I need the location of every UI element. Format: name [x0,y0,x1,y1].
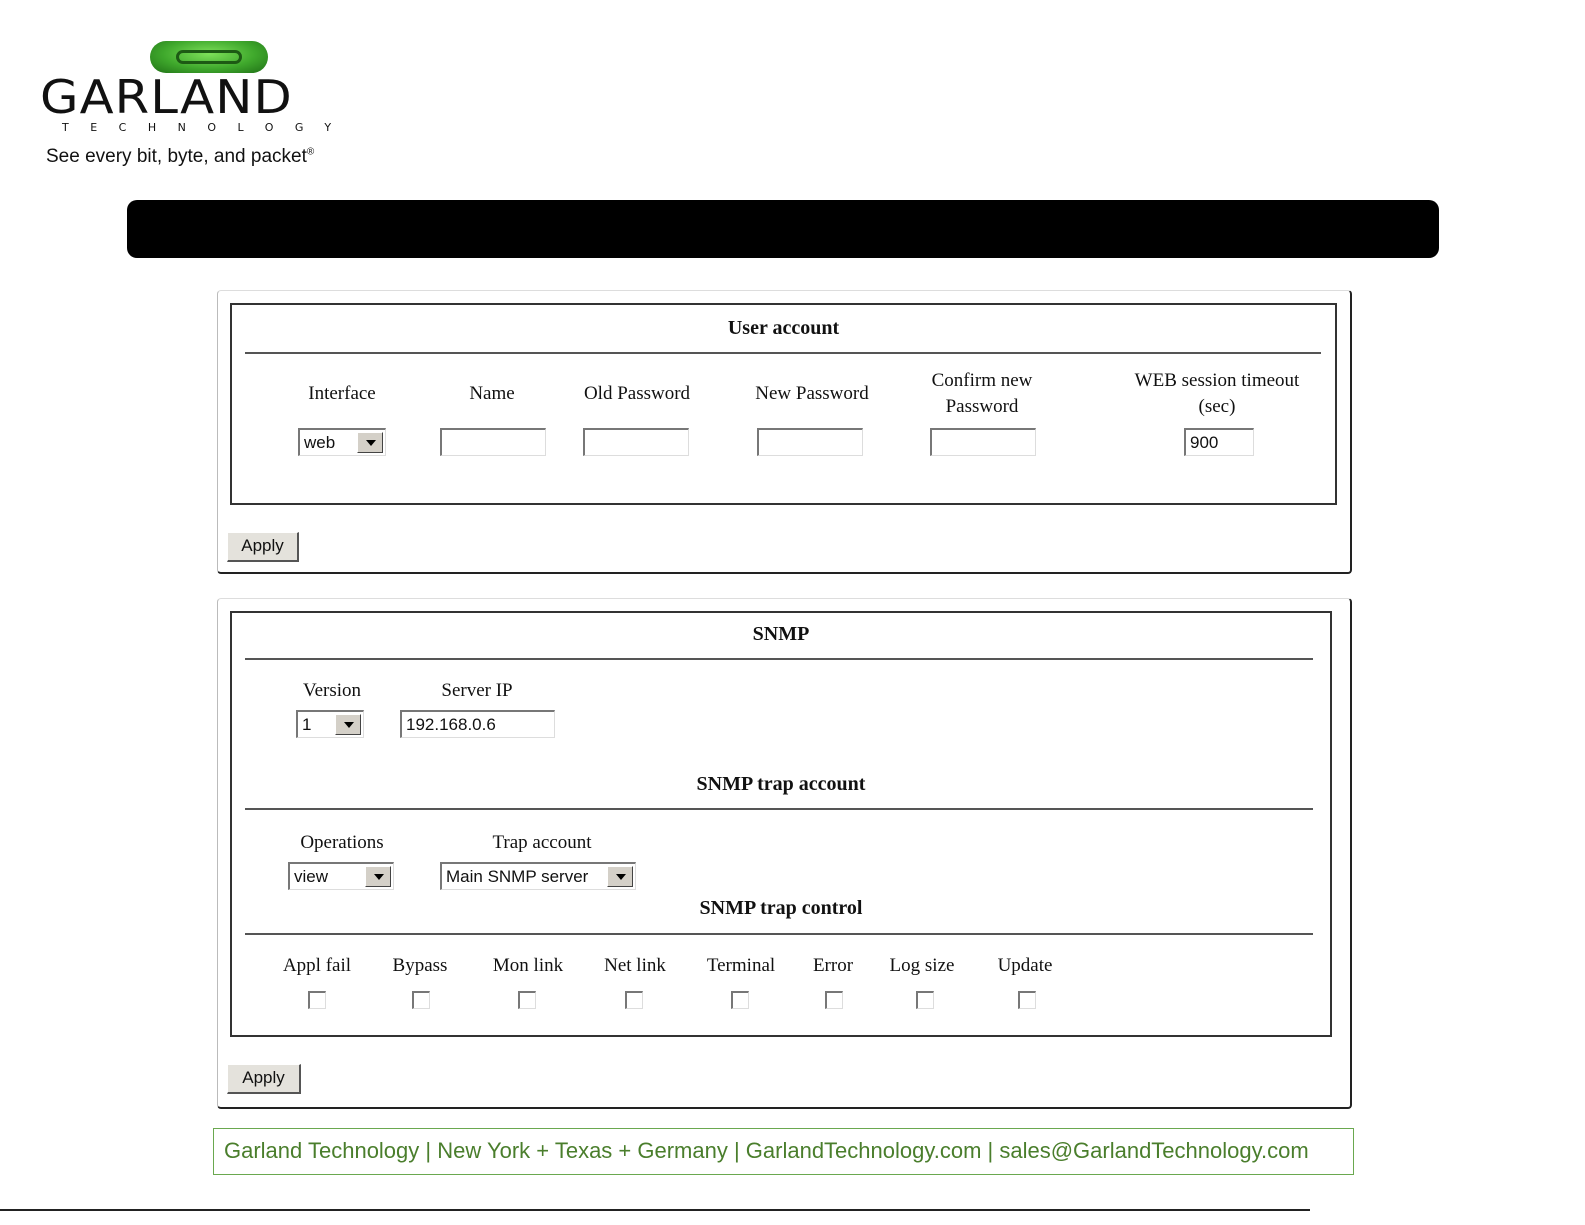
trap-mon-link-checkbox[interactable] [518,991,536,1009]
snmp-title: SNMP [752,623,810,645]
snmp-trap-control-title: SNMP trap control [699,897,863,919]
apply-button[interactable]: Apply [227,532,299,562]
operations-label: Operations [300,832,384,853]
trap-update-label: Update [997,955,1053,976]
trap-error-label: Error [812,955,854,976]
chevron-down-icon[interactable] [365,866,391,887]
trap-net-link-checkbox[interactable] [625,991,643,1009]
version-label: Version [302,680,362,701]
confirm-password-label: Confirm new Password [931,370,1033,417]
operations-select[interactable]: view [288,862,394,890]
footer-contact: Garland Technology | New York + Texas + Germany | GarlandTechnology.com | sales@GarlandTechnology.com [213,1128,1354,1175]
version-select[interactable]: 1 [296,710,364,738]
divider [245,352,1321,354]
divider [245,658,1313,660]
interface-label: Interface [308,383,376,404]
logo-wordmark: GARLAND [40,70,293,124]
trap-appl-fail-checkbox[interactable] [308,991,326,1009]
trap-account-label: Trap account [492,832,592,853]
trap-bypass-label: Bypass [392,955,448,976]
old-password-label: Old Password [583,383,691,404]
server-ip-input[interactable]: 192.168.0.6 [400,710,555,738]
name-input[interactable] [440,428,546,456]
trap-update-checkbox[interactable] [1018,991,1036,1009]
trap-net-link-label: Net link [604,955,666,976]
timeout-input[interactable]: 900 [1184,428,1254,456]
new-password-label: New Password [755,383,869,404]
chevron-down-icon[interactable] [607,866,633,887]
server-ip-label: Server IP [441,680,513,701]
chevron-down-icon[interactable] [335,714,361,735]
trap-appl-fail-label: Appl fail [282,955,352,976]
interface-select[interactable]: web [298,428,386,456]
old-password-input[interactable] [583,428,689,456]
confirm-password-input[interactable] [930,428,1036,456]
snmp-trap-account-title: SNMP trap account [696,773,866,795]
divider [245,808,1313,810]
trap-bypass-checkbox[interactable] [412,991,430,1009]
trap-terminal-checkbox[interactable] [731,991,749,1009]
name-label: Name [469,383,515,404]
user-account-panel [217,290,1352,574]
trap-log-size-checkbox[interactable] [916,991,934,1009]
trap-error-checkbox[interactable] [825,991,843,1009]
snmp-box [230,611,1332,1037]
trap-terminal-label: Terminal [706,955,776,976]
chevron-down-icon[interactable] [357,432,383,453]
user-account-box [230,303,1337,505]
page-bottom-rule [0,1209,1310,1211]
header-bar [127,200,1439,258]
logo-emblem [150,41,268,73]
user-account-title: User account [727,317,840,339]
apply-button[interactable]: Apply [227,1064,301,1094]
snmp-panel [217,598,1352,1109]
new-password-input[interactable] [757,428,863,456]
tagline: See every bit, byte, and packet® [46,146,315,167]
logo-subtitle: TECHNOLOGY [62,121,353,134]
trap-log-size-label: Log size [889,955,955,976]
divider [245,933,1313,935]
trap-mon-link-label: Mon link [492,955,564,976]
timeout-label: WEB session timeout (sec) [1134,370,1300,417]
trap-account-select[interactable]: Main SNMP server [440,862,636,890]
